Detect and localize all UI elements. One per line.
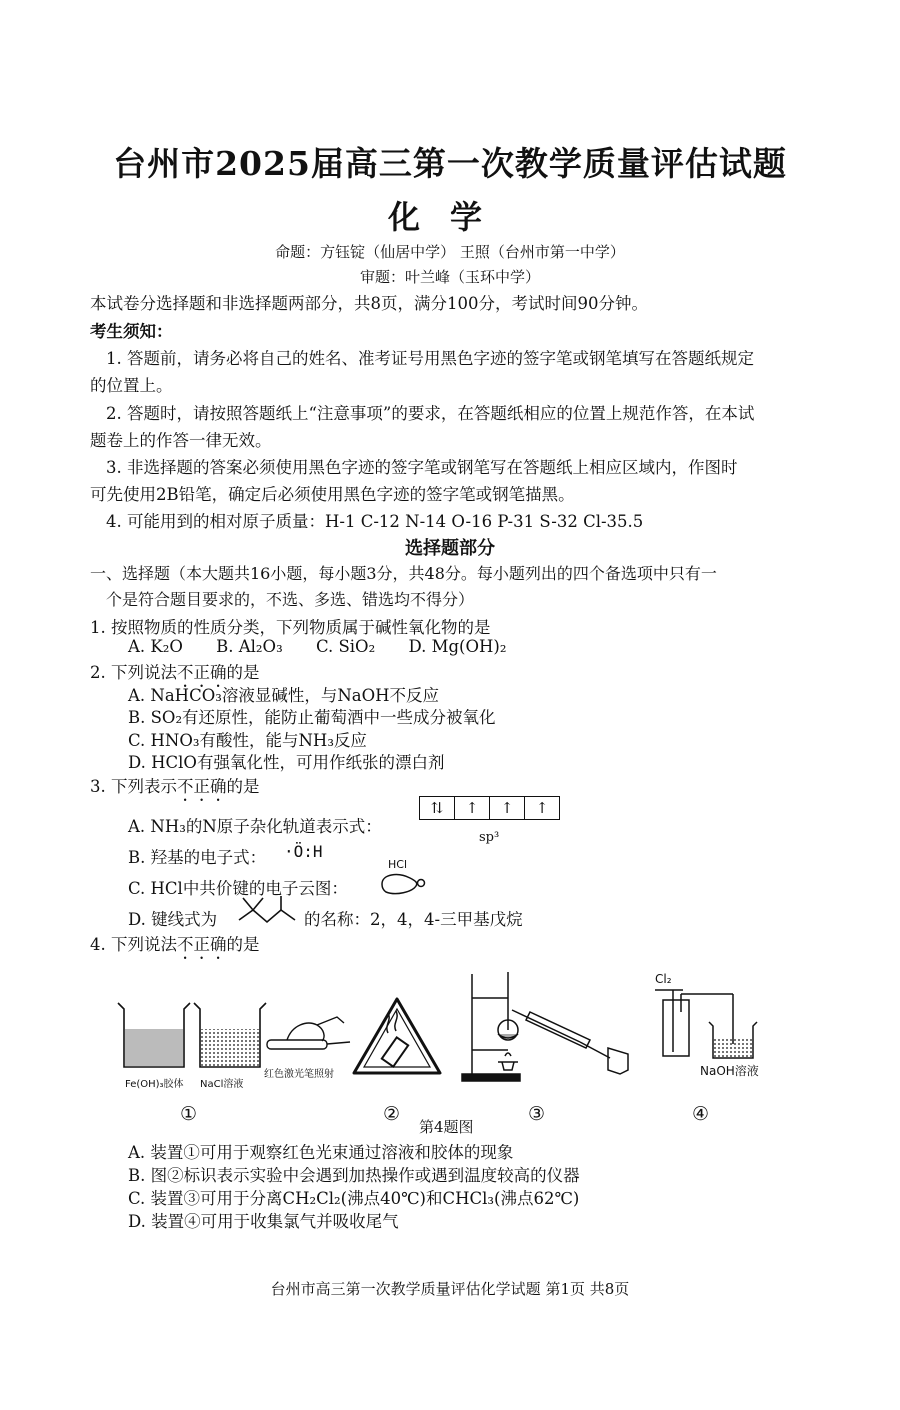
option-c: C. HNO₃有酸性，能与NH₃反应 (128, 731, 367, 750)
notice-item: 3. 非选择题的答案必须使用黑色字迹的签字笔或钢笔写在答题纸上相应区域内，作图时 (106, 458, 738, 477)
orbital-diagram (419, 796, 560, 820)
subject-title: 化学 (387, 198, 512, 236)
exam-title: 台州市2025届高三第一次教学质量评估试题 (113, 144, 787, 183)
notice-item: 可先使用2B铅笔，确定后必须使用黑色字迹的签字笔或钢笔描黑。 (90, 485, 575, 504)
notice-item: 的位置上。 (90, 376, 173, 395)
label-cl2: Cl₂ (655, 972, 672, 986)
option-a: A. 装置①可用于观察红色光束通过溶液和胶体的现象 (128, 1143, 514, 1162)
emphasis-not-correct: 不正确 (177, 663, 227, 682)
option-d: D. Mg(OH)₂ (408, 637, 507, 656)
figure-caption: 第4题图 (419, 1118, 474, 1136)
figure-number-1: ① (180, 1103, 198, 1125)
figure-3-distillation-setup (460, 970, 640, 1085)
notice-heading: 考生须知： (90, 322, 173, 341)
emphasis-not-correct: 不正确 (177, 777, 227, 796)
notice-item: 4. 可能用到的相对原子质量：H-1 C-12 N-14 O-16 P-31 S-32 Cl-35.5 (106, 512, 644, 531)
part-instruction: 个是符合题目要求的，不选、多选、错选均不得分） (106, 590, 475, 609)
option-d: D. 装置④可用于收集氯气并吸收尾气 (128, 1212, 399, 1231)
notice-item: 1. 答题前，请务必将自己的姓名、准考证号用黑色字迹的签字笔或钢笔填写在答题纸规定 (106, 349, 754, 368)
orbital-box: ↑ (535, 799, 549, 817)
electron-cloud-icon (378, 868, 428, 898)
option-a: A. NaHCO₃溶液显碱性，与NaOH不反应 (128, 686, 440, 705)
notice-item: 2. 答题时，请按照答题纸上“注意事项”的要求，在答题纸相应的位置上规范作答，在本试 (106, 404, 755, 423)
question-1-options (128, 637, 534, 656)
option-a: A. K₂O (128, 637, 183, 656)
cloud-label: HCl (388, 858, 408, 871)
option-b: B. SO₂有还原性，能防止葡萄酒中一些成分被氧化 (128, 708, 496, 727)
question-4-stem: 4. 下列说法不正确的是 (90, 935, 260, 954)
figure-4-gas-collection (645, 982, 765, 1062)
question-2-stem: 2. 下列说法不正确的是 (90, 663, 260, 682)
option-d: D. HClO有强氧化性，可用作纸张的漂白剂 (128, 753, 445, 772)
option-b: B. 图②标识表示实验中会遇到加热操作或遇到温度较高的仪器 (128, 1166, 580, 1185)
page-footer: 台州市高三第一次教学质量评估化学试题 第1页 共8页 (270, 1280, 630, 1298)
skeletal-formula-icon (235, 892, 305, 932)
label-naoh: NaOH溶液 (700, 1064, 759, 1078)
notice-item: 题卷上的作答一律无效。 (90, 431, 272, 450)
option-c: C. HCl中共价键的电子云图： (128, 879, 348, 898)
orbital-box: ⇅ (420, 797, 455, 819)
figure-2-hot-surface-sign (350, 995, 445, 1080)
intro-text: 本试卷分选择题和非选择题两部分，共8页，满分100分，考试时间90分钟。 (90, 294, 648, 313)
authors: 命题：方钰锭（仙居中学） 王照（台州市第一中学） (275, 243, 625, 261)
section-title: 选择题部分 (405, 538, 495, 559)
option-c: C. 装置③可用于分离CH₂Cl₂(沸点40℃)和CHCl₃(沸点62℃) (128, 1189, 580, 1208)
question-3-stem: 3. 下列表示不正确的是 (90, 777, 260, 796)
reviewer: 审题：叶兰峰（玉环中学） (359, 268, 540, 286)
option-a: A. NH₃的N原子杂化轨道表示式： (128, 817, 382, 836)
figure-number-2: ② (383, 1103, 401, 1125)
option-c: C. SiO₂ (315, 637, 376, 656)
hydroxyl-electron-formula: ·Ö:H (284, 842, 323, 861)
orbital-label: sp³ (479, 830, 500, 845)
orbital-box: ↑ (490, 797, 525, 819)
part-instruction: 一、选择题（本大题共16小题，每小题3分，共48分。每小题列出的四个备选项中只有一 (90, 564, 717, 583)
label-nacl: NaCl溶液 (200, 1079, 244, 1090)
colloid-liquid (125, 1029, 183, 1066)
figure-number-3: ③ (528, 1103, 546, 1125)
option-b: B. Al₂O₃ (216, 637, 283, 656)
emphasis-not-correct: 不正确 (177, 935, 227, 954)
option-d-part2: 的名称：2，4，4-三甲基戊烷 (304, 910, 523, 929)
figure-1-beakers (112, 995, 362, 1075)
label-colloid: Fe(OH)₃胶体 (125, 1079, 184, 1090)
orbital-box: ↑ (455, 797, 490, 819)
option-d-part1: D. 键线式为 (128, 910, 218, 929)
nacl-liquid (201, 1029, 259, 1066)
option-b: B. 羟基的电子式： (128, 848, 267, 867)
label-laser: 红色激光笔照射 (264, 1069, 334, 1080)
figure-number-4: ④ (692, 1103, 710, 1125)
question-1-stem: 1. 按照物质的性质分类，下列物质属于碱性氧化物的是 (90, 618, 491, 637)
